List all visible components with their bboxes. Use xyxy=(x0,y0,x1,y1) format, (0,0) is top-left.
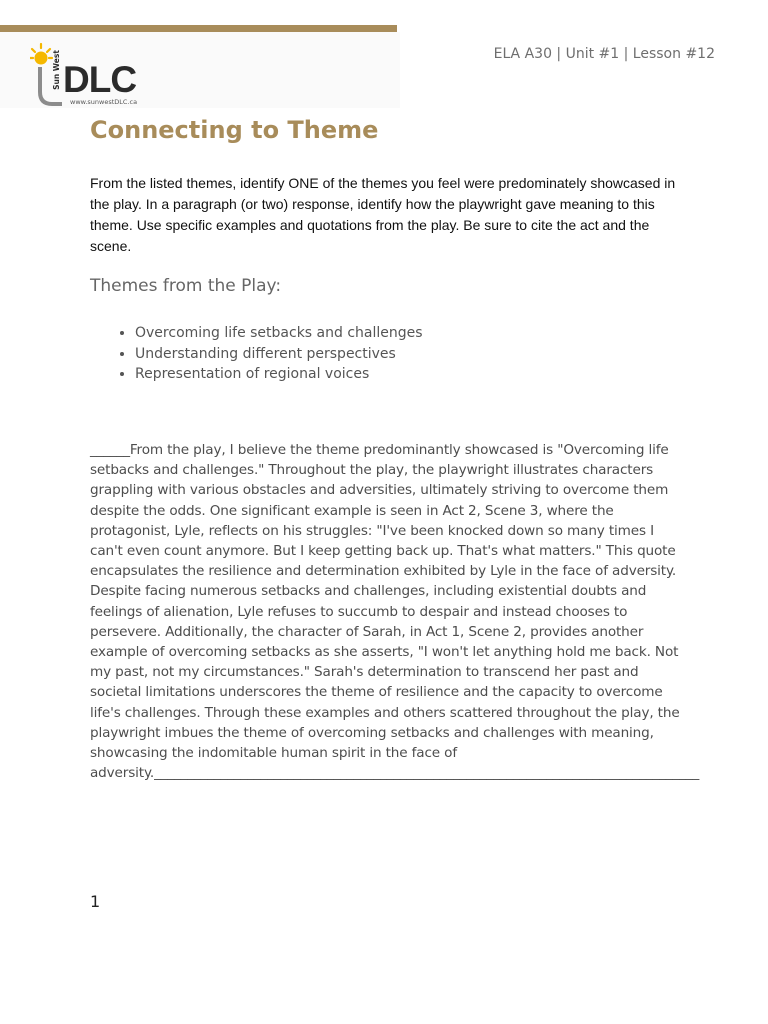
header-accent-bar xyxy=(0,25,397,32)
instructions-text: From the listed themes, identify ONE of the themes you feel were predominately showcased in the play. In a paragraph (or two) response, identify how the playwright gave meaning to this theme. Use specific examples and quotations from the play. Be sure to cite the act and the scene. xyxy=(90,175,676,254)
page-number: 1 xyxy=(90,892,101,911)
response-text[interactable]: ______From the play, I believe the theme predominantly showcased is "Overcoming life setbacks and challenges." Throughout the play, the playwright illustrates characters grappling with various obstacles and adversities, ultimately striving to overcome them despite the odds. One significant example is seen in Act 2, Scene 3, where the protagonist, Lyle, reflects on his struggles: "I've been knocked down so many times I can't even count anymore. But I keep getting back up. That's what matters." This quote encapsulates the resilience and determination exhibited by Lyle in the face of adversity. Despite facing numerous setbacks and challenges, including existential doubts and feelings of alienation, Lyle refuses to succumb to despair and instead chooses to persevere. Additionally, the character of Sarah, in Act 1, Scene 2, provides another example of overcoming setbacks as she asserts, "I won't let anything hold me back. Not my past, not my circumstances." Sarah's determination to transcend her past and societal limitations underscores the theme of resilience and the capacity to overcome life's challenges. Through these examples and others scattered throughout the play, the playwright imbues the theme of overcoming setbacks and challenges with meaning, showcasing the indomitable human spirit in the face of adversity.__________________________________________________________________________________ xyxy=(90,442,700,782)
themes-heading: Themes from the Play: xyxy=(90,276,282,296)
page-title: Connecting to Theme xyxy=(90,116,379,144)
theme-item: • Representation of regional voices xyxy=(135,364,695,385)
logo-vertical-text: Sun West xyxy=(52,50,61,90)
logo-text: DLC xyxy=(63,59,137,100)
course-info: ELA A30 | Unit #1 | Lesson #12 xyxy=(493,46,715,62)
theme-item: • Overcoming life setbacks and challenges xyxy=(135,323,695,344)
sun-icon xyxy=(30,44,52,65)
themes-list xyxy=(90,323,695,385)
logo-url: www.sunwestDLC.ca xyxy=(70,98,138,106)
theme-item: • Understanding different perspectives xyxy=(135,344,695,365)
